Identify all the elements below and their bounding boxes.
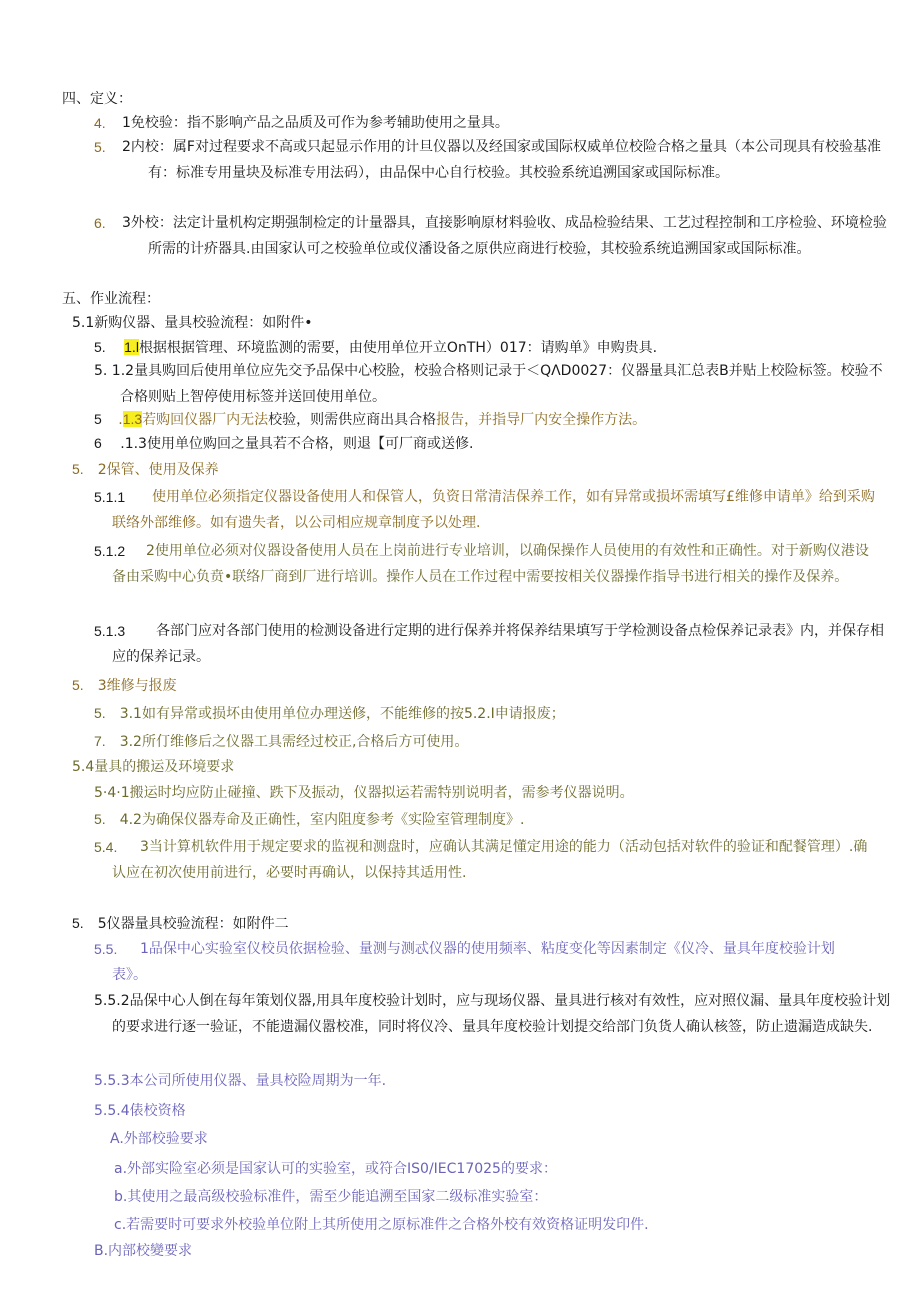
- item-5-1-1-highlight: 1.l: [124, 339, 139, 355]
- item-5-2-2-text: [112, 538, 882, 590]
- item-5-2-3-body: 各部门应对各部门使用的检测设备进行定期的进行保养并将保养结果填写于学检测设备点检保养记录表》内，并保存相应的保养记录。: [112, 623, 884, 665]
- sub-5-3-number: 5.: [72, 677, 84, 693]
- item-5-5-2: [94, 988, 891, 1040]
- item-5-5-4-a3: c.若需要时可要求外校验单位附上其所使用之原标准件之合格外校有效资格证明发印件.: [114, 1217, 649, 1233]
- item-5-1-3-dot: .: [118, 412, 123, 428]
- item-5-2-2-body: 2使用单位必须对仪器设备使用人员在上岗前进行专业培训，以确保操作人员使用的有效性和正确性。对于新购仪港设备由采购中心负贲•联络厂商到厂进行培训。操作人员在工作过程中需要按相关仪器操作指导书进行相关的操作及保养。: [112, 543, 869, 585]
- sub-5-5-title: [72, 910, 289, 937]
- item-5-1-2-text: 5. 1.2量具购回后使用单位应先交予品保中心校脸，校验合格则记录于＜QΛD0027：仪器量具汇总表B并贴上校险标签。校验不合格则贴上智停使用标签并送回使用单位。: [94, 363, 883, 405]
- sub-5-5-text: 5仪器量具校验流程：如附件二: [97, 916, 289, 932]
- sub-5-5-number: 5.: [72, 915, 84, 931]
- item-5-5-4-a-title: A.外部校验要求: [110, 1131, 208, 1147]
- item-5-4-3-number: 5.4.: [94, 839, 118, 855]
- item-5-2-2-number: 5.1.2: [94, 543, 126, 559]
- item-5-1-2: [94, 358, 883, 410]
- item-5-1-1-number: 5.: [94, 339, 106, 355]
- item-5-5-2-text: 5.5.2品保中心人倒在每年策划仪器,用具年度校验计划时，应与现场仪器、量具进行核对有效性，应对照仪漏、量具年度校验计划的要求进行逐一验证，不能遗漏仪嚣校准，同时将仪冷、量具年度校验计划提交给部门负货人确认核签，防止遗漏造成缺失.: [94, 993, 891, 1035]
- sub-5-3-text: 3维修与报废: [97, 678, 177, 694]
- item-5-3-2-text: 3.2所仃维修后之仪器工具需经过校正,合格后方可使用。: [119, 734, 469, 750]
- def-item-2-body: 2内校：属F对过程要求不高或只起显示作用的计旦仪器以及经国家或国际权威单位校险合格之量具（本公司现具有校验基准有：标准专用量块及标准专用法码），由品保中心自行校验。其校验系统追溯国家或国际标准。: [122, 139, 881, 181]
- item-5-4-3-body: 3当计算机软件用于规定要求的监视和测盘时，应确认其满足懂定用途的能力（活动包括对软件的验证和配餐管理）.确认应在初次使用前进行，必要时再确认，以保持其适用性.: [112, 839, 868, 881]
- item-5-3-2-number: 7.: [94, 733, 106, 749]
- sub-5-2-title: [72, 456, 219, 483]
- item-5-5-4: 5.5.4俵校资格: [94, 1103, 186, 1119]
- section-5-heading: 五、作业流程：: [62, 291, 160, 307]
- item-5-1-3-text-a: 若购回仪器厂内无法: [142, 412, 269, 428]
- item-6-1-3-number: 6: [94, 435, 102, 451]
- item-5-4-3-text: [112, 834, 882, 886]
- item-5-4-2-number: 5.: [94, 811, 106, 827]
- item-5-2-1-text: [112, 484, 882, 536]
- def-item-3-number: 6.: [94, 215, 106, 231]
- item-5-2-1-number: 5.1.1: [94, 489, 126, 505]
- item-6-1-3: [94, 430, 473, 457]
- item-5-3-1-text: 3.1如有异常或损坏由使用单位办理送修，不能维修的按5.2.I申请报废；: [119, 706, 565, 722]
- item-5-5-4-b-title: B.内部校變要求: [94, 1243, 193, 1259]
- item-5-1-3: [94, 406, 646, 433]
- item-5-1-3-text-b: 校验，则需供应商出具合格: [268, 412, 437, 428]
- item-5-5-1-body: 1品保中心实验室仪校员依据检验、量测与测忒仪器的使用频率、粘度变化等因素制定《仪冷、量具年度校验计划表》。: [112, 941, 835, 983]
- item-5-2-3-text: [112, 618, 887, 670]
- item-5-1-1: [94, 334, 657, 361]
- item-5-1-3-highlight: 1.3: [122, 411, 143, 427]
- section-4-heading: 四、定义：: [62, 91, 132, 107]
- sub-5-3-title: [72, 672, 177, 699]
- def-item-2-text: [122, 134, 881, 186]
- item-5-5-4-a1: a.外部实险室必须是国家认可的实验室，或符合IS0/IEC17025的要求：: [114, 1161, 557, 1177]
- item-5-5-4-a2: b.其使用之最高级校验标准件，需至少能追溯至国家二级标准实验室：: [114, 1189, 548, 1205]
- item-5-4-1: 5·4·1搬运时均应防止碰撞、跌下及振动，仪器拟运若需特别说明者，需参考仪器说明。: [94, 785, 634, 801]
- def-item-3-text: [122, 210, 887, 262]
- def-item-1-number: 4.: [94, 115, 106, 131]
- item-5-1-3-text-c: 报告，并指导厂内安全操作方法。: [436, 412, 647, 428]
- item-5-4-2-text: 4.2为确保仪器寿命及正确性，室内阻度参考《实险室管理制度》.: [119, 812, 525, 828]
- item-5-5-1-number: 5.5.: [94, 941, 118, 957]
- item-5-1-1-text: 根据根据管理、环境监测的需要，由使用单位开立OnTH）017：请购单》申购贵具.: [138, 340, 658, 356]
- sub-5-4-title: 5.4量具的搬运及环境要求: [72, 759, 235, 775]
- item-6-1-3-text: .1.3使用单位购回之量具若不合格，则退【可厂商或送修.: [120, 436, 474, 452]
- sub-5-2-text: 2保管、使用及保养: [97, 462, 219, 478]
- item-5-5-3: 5.5.3本公司所使用仪器、量具校险周期为一年.: [94, 1073, 387, 1089]
- item-5-2-3-number: 5.1.3: [94, 623, 126, 639]
- item-5-3-2: [94, 728, 468, 755]
- def-item-3-body: 3外校：法定计量机构定期强制检定的计量器具，直接影响原材料验收、成品检验结果、工艺过程控制和工序检验、环境检验所需的计疥器具.由国家认可之校验单位或仪潘设备之原供应商进行校验，其校验系统追溯国家或国际标准。: [122, 215, 887, 257]
- item-5-4-2: [94, 806, 524, 833]
- sub-5-2-number: 5.: [72, 461, 84, 477]
- item-5-3-1: [94, 700, 565, 727]
- item-5-3-1-number: 5.: [94, 705, 106, 721]
- item-5-2-1-body: 使用单位必须指定仪器设备使用人和保管人，负资日常清洁保养工作，如有异常或损坏需填写£维修申请单》给到采购联络外部维修。如有遗失者，以公司相应规章制度予以处理.: [112, 489, 875, 531]
- def-item-1-text: 1免校验：指不影响产品之品质及可作为参考辅助使用之量具。: [122, 115, 509, 131]
- item-5-5-1-text: [112, 936, 872, 988]
- item-5-1-3-number: 5: [94, 411, 102, 427]
- sub-5-1-title: 5.1新购仪器、量具校验流程：如附件•: [72, 315, 313, 331]
- def-item-2-number: 5.: [94, 139, 106, 155]
